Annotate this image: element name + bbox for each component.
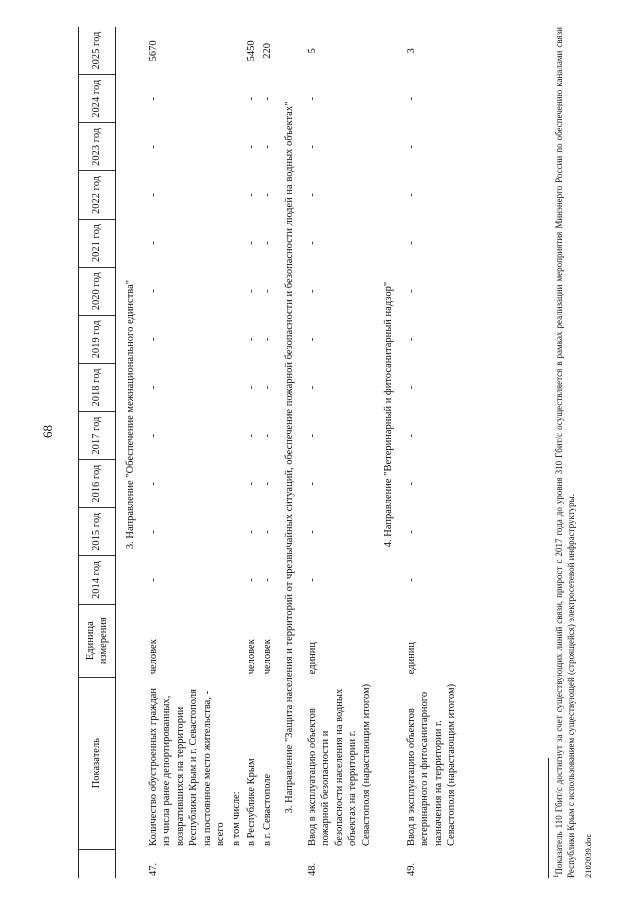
row-value: -: [147, 481, 159, 486]
row-value: -: [246, 289, 257, 293]
footnote-mark: 1: [552, 874, 560, 878]
row-value: -: [306, 385, 318, 390]
row-value: -: [405, 578, 417, 582]
header-year-2017: 2017 год: [79, 412, 116, 460]
row-value: -: [246, 145, 257, 149]
row-value: -: [261, 289, 273, 293]
row-value: -: [306, 530, 318, 534]
row-value: -: [261, 241, 273, 245]
row-value: -: [405, 481, 417, 486]
row-value: -: [147, 145, 159, 149]
row-value: -: [405, 385, 417, 390]
row-value: -: [246, 241, 257, 245]
header-year-2020: 2020 год: [79, 267, 116, 315]
row-unit: единиц: [405, 641, 417, 675]
row-value: -: [261, 193, 273, 197]
row-value: 220: [261, 42, 273, 59]
row-value: -: [405, 337, 417, 342]
row-value: -: [147, 337, 159, 342]
row-number: 48.: [306, 862, 318, 876]
row-value: 3: [405, 48, 417, 54]
row-indicator: Количество обустроенных граждан из числа ранее депортированных, возвратившихся на территории Республики Крым и г. Севастополя на постоянное место жительства, - всего: [147, 687, 226, 847]
row-value: -: [246, 481, 257, 486]
row-value: -: [405, 145, 417, 149]
row-value: -: [246, 433, 257, 438]
row-value: -: [147, 578, 159, 582]
row-unit: человек: [246, 639, 257, 675]
header-year-2024: 2024 год: [79, 75, 116, 123]
header-year-2014: 2014 год: [79, 556, 116, 604]
including-label: в том числе:: [230, 791, 242, 847]
row-value: 5: [306, 48, 318, 54]
row-value: 5670: [147, 40, 159, 62]
table-row: [305, 27, 375, 878]
row-value: -: [261, 145, 273, 149]
row-unit: человек: [261, 639, 273, 675]
row-value: -: [261, 433, 273, 438]
table-header-row: [79, 27, 116, 878]
row-unit: единиц: [306, 641, 318, 675]
row-value: -: [306, 145, 318, 149]
row-value: -: [306, 337, 318, 342]
row-value: -: [246, 193, 257, 197]
direction-heading: [275, 27, 305, 878]
header-year-2016: 2016 год: [79, 460, 116, 508]
direction-3-title: 3. Направление "Обеспечение межнационального единства": [125, 279, 136, 550]
header-year-2023: 2023 год: [79, 123, 116, 171]
header-indicator: Показатель: [79, 677, 116, 849]
row-value: -: [405, 289, 417, 293]
row-value: -: [246, 385, 257, 390]
document-code: 2102039.doc: [583, 833, 593, 878]
row-value: -: [306, 96, 318, 101]
row-value: -: [405, 530, 417, 534]
header-year-2025: 2025 год: [79, 27, 116, 75]
row-value: -: [306, 193, 318, 197]
row-value: -: [261, 385, 273, 390]
header-year-2015: 2015 год: [79, 508, 116, 556]
table-row: [229, 27, 245, 878]
header-year-2022: 2022 год: [79, 171, 116, 219]
row-value: -: [147, 96, 159, 101]
row-unit: человек: [147, 639, 159, 675]
direction-heading: [374, 27, 404, 878]
row-value: -: [246, 96, 257, 101]
row-value: -: [246, 578, 257, 582]
row-value: -: [147, 289, 159, 293]
header-unit: Единица измерения: [79, 604, 116, 677]
row-indicator: Ввод в эксплуатацию объектов ветеринарного и фитосанитарного назначения на территории г. Севастополя (нарастающим итогом): [405, 683, 457, 847]
direction-4-title: 4. Направление "Ветеринарный и фитосанитарный надзор": [383, 281, 394, 548]
row-value: -: [246, 337, 257, 342]
row-value: -: [147, 241, 159, 245]
row-value: -: [261, 578, 273, 582]
footnote-text: Показатель 110 Гбит/с достигнут за счет существующих линий связи, прирост с 2017 года до уровня 310 Гбит/с осуществляется в рамках реализации мероприятия Минэнерго России по обеспечению каналами связи Республики Крым с использованием существующей (строящейся) электросетевой инфраструктуры.: [554, 27, 576, 878]
row-value: -: [147, 193, 159, 197]
row-value: -: [147, 385, 159, 390]
row-value: -: [261, 530, 273, 534]
table-row: [404, 27, 460, 878]
direction-heading: [116, 27, 146, 878]
row-value: -: [405, 193, 417, 197]
row-value: -: [405, 241, 417, 245]
row-value: -: [306, 433, 318, 438]
row-value: -: [261, 337, 273, 342]
row-value: -: [261, 481, 273, 486]
row-value: -: [147, 530, 159, 534]
row-number: 49.: [405, 862, 417, 876]
row-value: -: [405, 96, 417, 101]
row-value: -: [306, 481, 318, 486]
indicators-table: [78, 27, 460, 878]
row-value: -: [306, 289, 318, 293]
row-number: 47.: [147, 862, 159, 876]
row-indicator: в Республике Крым: [246, 758, 257, 847]
row-value: -: [147, 433, 159, 438]
row-value: -: [261, 96, 273, 101]
footnote-divider: [548, 758, 549, 878]
row-value: -: [306, 241, 318, 245]
row-indicator: Ввод в эксплуатацию объектов пожарной безопасности и безопасности населения на водных объектах на территории г. Севастополя (нарастающим итогом): [306, 683, 372, 847]
row-value: -: [246, 530, 257, 534]
footnote: [551, 27, 577, 878]
direction-3b-title: 3. Направление "Защита населения и территорий от чрезвычайных ситуаций, обеспечение пожарной безопасности и безопасности людей на водных объектах": [284, 101, 295, 814]
row-value: -: [405, 433, 417, 438]
header-year-2021: 2021 год: [79, 219, 116, 267]
row-value: -: [306, 578, 318, 582]
table-row: [244, 27, 260, 878]
header-year-2019: 2019 год: [79, 315, 116, 363]
page-number: 68: [40, 425, 55, 438]
table-row: [260, 27, 276, 878]
row-indicator: в г. Севастополе: [261, 773, 273, 847]
header-number: [79, 849, 116, 878]
table-row: [146, 27, 229, 878]
header-year-2018: 2018 год: [79, 363, 116, 411]
row-value: 5450: [246, 40, 257, 62]
